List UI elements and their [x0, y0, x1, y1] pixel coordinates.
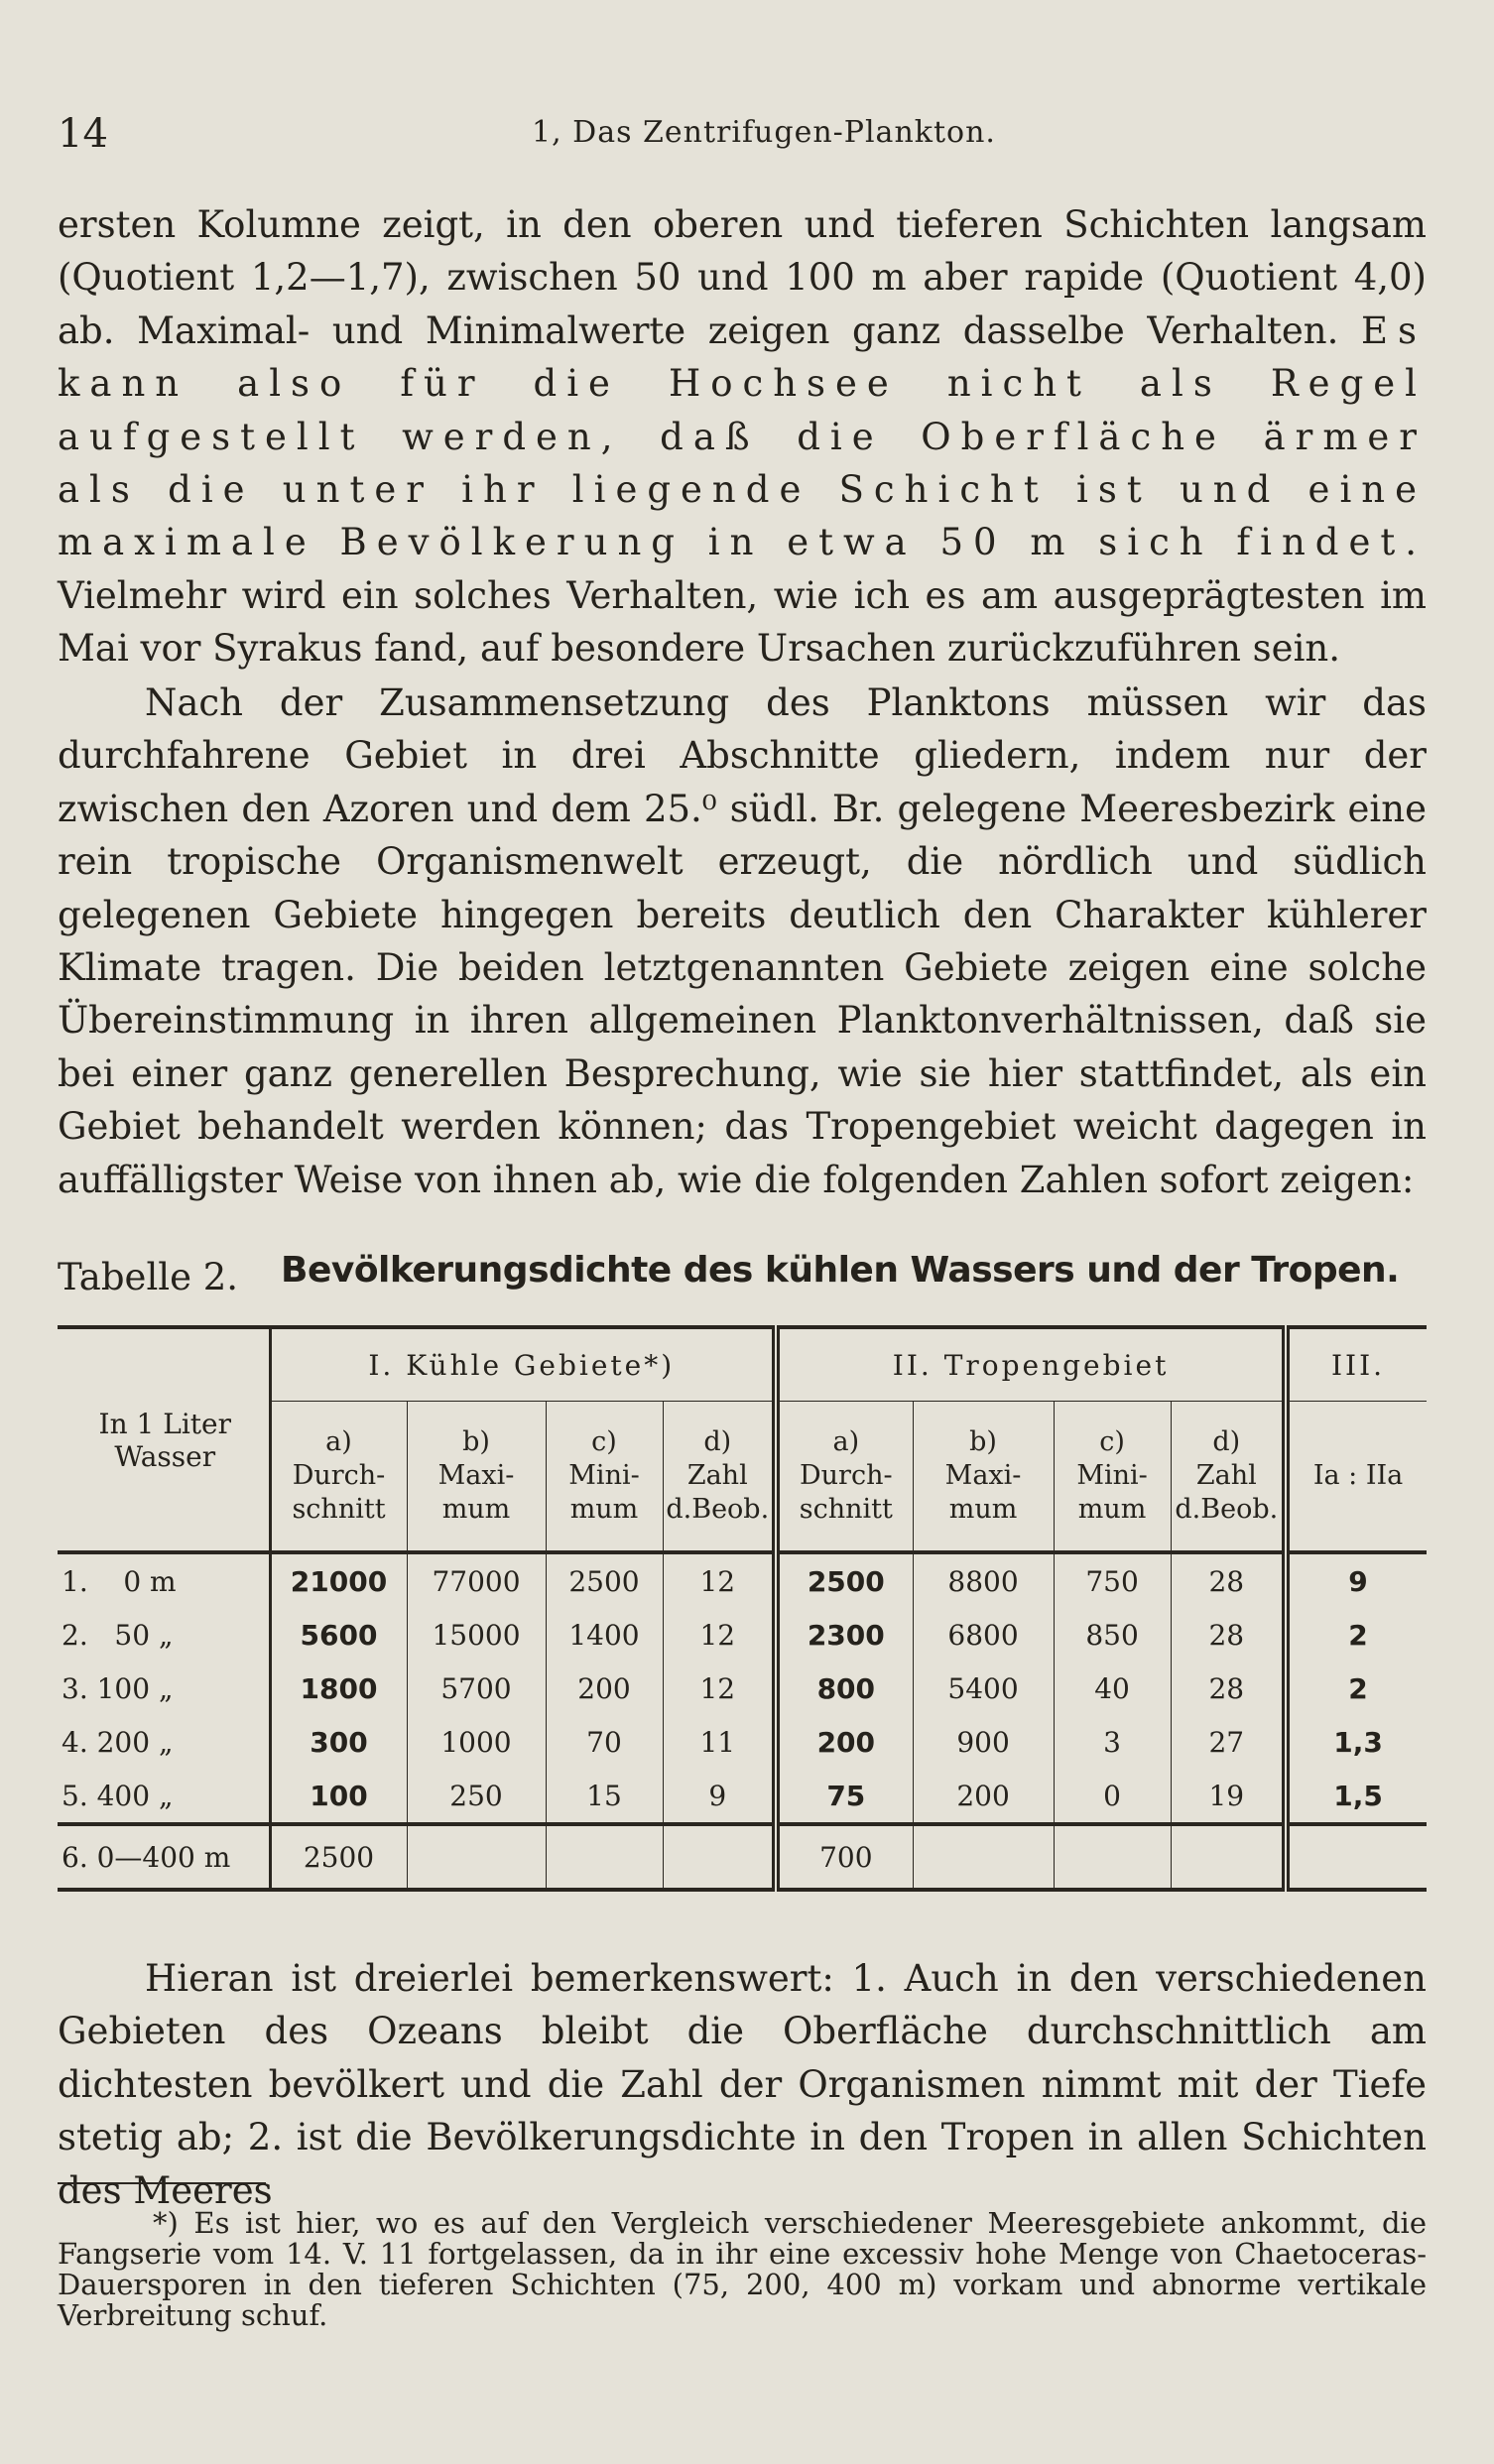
cell-cool-maximum: 15000 [407, 1608, 546, 1662]
group-tropics: II. Tropengebiet [776, 1327, 1286, 1402]
paragraph-1-spaced-emphasis: Es kann also für die Hochsee nicht als Regel aufgestellt werden, daß die Oberfläche ärmer als die unter ihr liegende Schicht ist und eine maximale Bevölkerung in etwa 50 m sich findet. [58, 308, 1427, 564]
cell-cool-count: 11 [663, 1715, 776, 1769]
cell-ratio: 2 [1286, 1608, 1427, 1662]
total-cell-empty [663, 1824, 776, 1890]
group-cool-areas: I. Kühle Gebiete*) [270, 1327, 776, 1402]
table-group-header-row [58, 1327, 1427, 1402]
cell-trop-minimum: 750 [1054, 1552, 1171, 1608]
cell-trop-minimum: 3 [1054, 1715, 1171, 1769]
cell-trop-average: 800 [776, 1662, 913, 1715]
subheader-ratio: Ia : IIa [1286, 1402, 1427, 1553]
table-label: Tabelle 2. [58, 1256, 239, 1298]
cell-cool-maximum: 1000 [407, 1715, 546, 1769]
subheader-cool-maximum: b) Maxi- mum [407, 1402, 546, 1553]
table-total-row [58, 1824, 1427, 1890]
cell-cool-average: 100 [270, 1769, 407, 1824]
total-cool-average: 2500 [270, 1824, 407, 1890]
cell-cool-count: 12 [663, 1552, 776, 1608]
table-row [58, 1552, 1427, 1608]
cell-cool-maximum: 250 [407, 1769, 546, 1824]
row-depth-label: 1. 0 m [62, 1564, 177, 1598]
row-depth-label: 5. 400 „ [62, 1779, 174, 1812]
cell-trop-count: 28 [1171, 1608, 1286, 1662]
page-header [58, 111, 1427, 171]
total-cell-empty [1054, 1824, 1171, 1890]
cell-trop-minimum: 0 [1054, 1769, 1171, 1824]
cell-trop-average: 2500 [776, 1552, 913, 1608]
total-cell-empty [913, 1824, 1054, 1890]
cell-trop-average: 75 [776, 1769, 913, 1824]
cell-cool-minimum: 1400 [546, 1608, 663, 1662]
table-caption [58, 1248, 1427, 1307]
paragraph-3: Hieran ist dreierlei bemerkenswert: 1. Auch in den verschiedenen Gebieten des Ozeans bleibt die Oberfläche durchschnittlich am dichtesten bevölkert und die Zahl der Organismen nimmt mit der Tiefe stetig ab; 2. ist die Bevölkerungsdichte in den Tropen in allen Schichten des Meeres [58, 1957, 1427, 2212]
cell-ratio: 1,3 [1286, 1715, 1427, 1769]
total-cell-empty [546, 1824, 663, 1890]
cell-cool-average: 1800 [270, 1662, 407, 1715]
cell-trop-minimum: 850 [1054, 1608, 1171, 1662]
paragraph-1-part-c: Vielmehr wird ein solches Verhalten, wie ich es am ausgeprägtesten im Mai vor Syrakus fand, auf besondere Ursachen zurückzuführen sein. [58, 573, 1427, 671]
cell-ratio: 2 [1286, 1662, 1427, 1715]
cell-cool-minimum: 15 [546, 1769, 663, 1824]
cell-trop-count: 19 [1171, 1769, 1286, 1824]
cell-trop-average: 2300 [776, 1608, 913, 1662]
cell-ratio: 9 [1286, 1552, 1427, 1608]
paragraph-1-part-a: ersten Kolumne zeigt, in den oberen und tieferen Schichten langsam (Quotient 1,2—1,7), zwischen 50 und 100 m aber rapide (Quotient 4,0) ab. Maximal- und Minimalwerte zeigen ganz dasselbe Verhalten. [58, 203, 1427, 352]
subheader-cool-minimum: c) Mini- mum [546, 1402, 663, 1553]
total-cell-empty [1286, 1824, 1427, 1890]
subheader-trop-average: a) Durch- schnitt [776, 1402, 913, 1553]
table-row [58, 1608, 1427, 1662]
table-title: Bevölkerungsdichte des kühlen Wassers und der Tropen. [281, 1250, 1400, 1291]
population-density-table [58, 1325, 1427, 1892]
subheader-cool-average: a) Durch- schnitt [270, 1402, 407, 1553]
cell-cool-minimum: 2500 [546, 1552, 663, 1608]
subheader-trop-count: d) Zahl d.Beob. [1171, 1402, 1286, 1553]
cell-trop-minimum: 40 [1054, 1662, 1171, 1715]
cell-trop-maximum: 5400 [913, 1662, 1054, 1715]
cell-cool-average: 5600 [270, 1608, 407, 1662]
subheader-trop-minimum: c) Mini- mum [1054, 1402, 1171, 1553]
page-number: 14 [58, 111, 108, 157]
paragraph-1 [58, 198, 1427, 676]
row-depth-label: 3. 100 „ [62, 1671, 174, 1705]
cell-cool-maximum: 5700 [407, 1662, 546, 1715]
cell-ratio: 1,5 [1286, 1769, 1427, 1824]
cell-cool-average: 21000 [270, 1552, 407, 1608]
footnote-divider [58, 2182, 266, 2184]
total-cell-empty [1171, 1824, 1286, 1890]
cell-trop-count: 27 [1171, 1715, 1286, 1769]
total-trop-average: 700 [776, 1824, 913, 1890]
cell-trop-count: 28 [1171, 1662, 1286, 1715]
cell-trop-maximum: 200 [913, 1769, 1054, 1824]
total-cell-empty [407, 1824, 546, 1890]
running-head: 1, Das Zentrifugen-Plankton. [532, 115, 996, 150]
paragraph-2: Nach der Zusammensetzung des Planktons müssen wir das durchfahrene Gebiet in drei Abschnitte gliedern, indem nur der zwischen den Azoren und dem 25.⁰ südl. Br. gelegene Meeresbezirk eine rein tropische Organismenwelt erzeugt, die nördlich und südlich gelegenen Gebiete hingegen bereits deutlich den Charakter kühlerer Klimate tragen. Die beiden letztgenannten Gebiete zeigen eine solche Übereinstimmung in ihren allgemeinen Planktonverhältnissen, daß sie bei einer ganz generellen Besprechung, wie sie hier stattfindet, als ein Gebiet behandelt werden können; das Tropengebiet weicht dagegen in auffälligster Weise von ihnen ab, wie die folgenden Zahlen sofort zeigen: [58, 681, 1427, 1201]
table-row [58, 1662, 1427, 1715]
cell-cool-count: 12 [663, 1608, 776, 1662]
subheader-trop-maximum: b) Maxi- mum [913, 1402, 1054, 1553]
total-row-label: 6. 0—400 m [58, 1824, 270, 1890]
table-row [58, 1715, 1427, 1769]
cell-trop-maximum: 6800 [913, 1608, 1054, 1662]
row-header-label: In 1 Liter Wasser [98, 1407, 231, 1473]
cell-cool-minimum: 200 [546, 1662, 663, 1715]
cell-cool-minimum: 70 [546, 1715, 663, 1769]
cell-trop-average: 200 [776, 1715, 913, 1769]
cell-trop-maximum: 8800 [913, 1552, 1054, 1608]
cell-cool-count: 12 [663, 1662, 776, 1715]
row-depth-label: 2. 50 „ [62, 1618, 174, 1652]
table-row [58, 1769, 1427, 1824]
row-depth-label: 4. 200 „ [62, 1725, 174, 1759]
cell-cool-maximum: 77000 [407, 1552, 546, 1608]
cell-trop-maximum: 900 [913, 1715, 1054, 1769]
footnote: *) Es ist hier, wo es auf den Vergleich verschiedener Meeresgebiete ankommt, die Fangserie vom 14. V. 11 fortgelassen, da in ihr eine excessiv hohe Menge von Chaetoceras-Dauersporen in den tieferen Schichten (75, 200, 400 m) vorkam und abnorme vertikale Verbreitung schuf. [58, 2206, 1427, 2332]
cell-cool-count: 9 [663, 1769, 776, 1824]
group-ratio: III. [1286, 1327, 1427, 1402]
cell-trop-count: 28 [1171, 1552, 1286, 1608]
cell-cool-average: 300 [270, 1715, 407, 1769]
subheader-cool-count: d) Zahl d.Beob. [663, 1402, 776, 1553]
